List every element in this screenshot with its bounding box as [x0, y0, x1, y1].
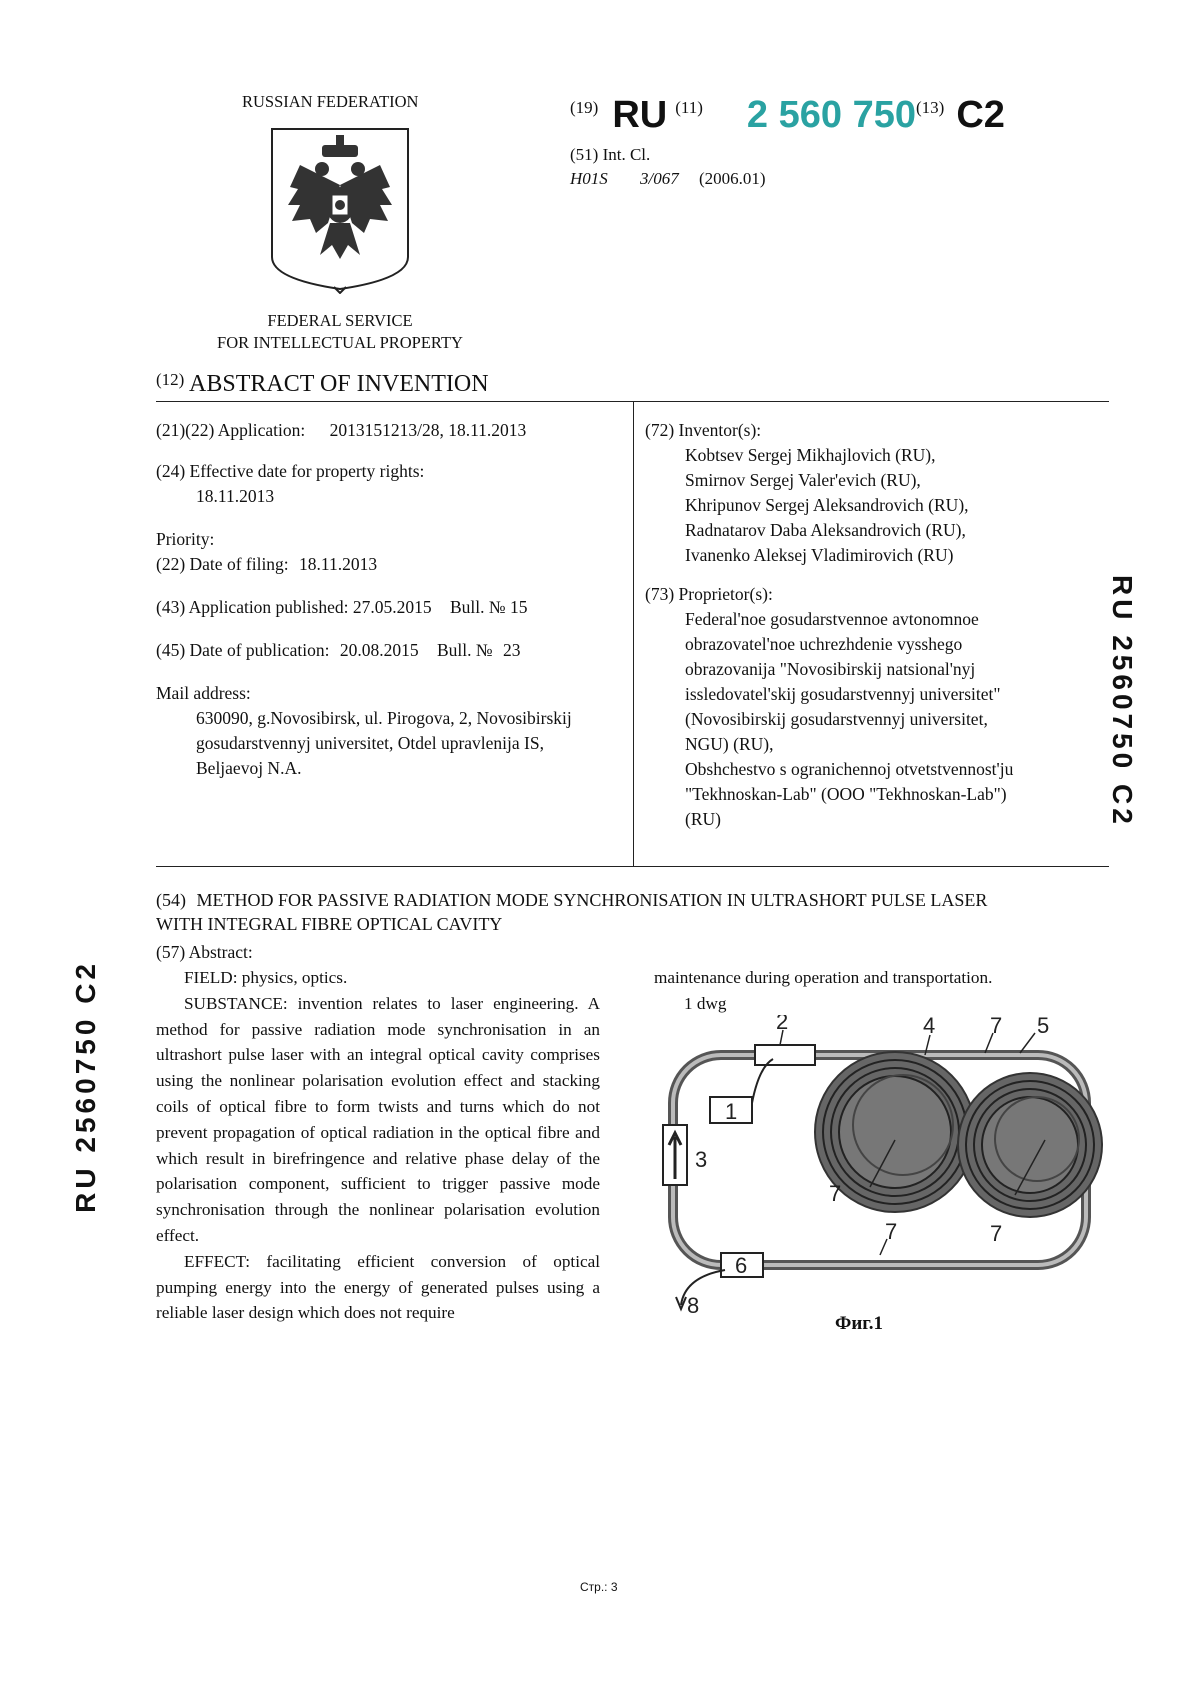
side-code-left: RU 2560750 C2: [70, 960, 101, 1213]
left-bibliographic: [156, 418, 626, 781]
proprietor-line: issledovatel'skij gosudarstvennyj universitet": [685, 684, 1001, 704]
label-3: 3: [695, 1147, 708, 1172]
ipc-version: (2006.01): [699, 169, 766, 188]
application-label: (21)(22) Application:: [156, 420, 306, 440]
effective-label: (24) Effective date for property rights:: [156, 461, 425, 481]
patent-number: 2 560 750: [746, 94, 916, 136]
proprietors-label: (73) Proprietor(s):: [645, 584, 773, 604]
rule-bottom: [156, 866, 1109, 867]
label-6: 6: [735, 1253, 748, 1278]
inventor-name: Kobtsev Sergej Mikhajlovich (RU),: [685, 445, 936, 465]
published-value: 27.05.2015: [352, 597, 432, 617]
inventor-name: Khripunov Sergej Aleksandrovich (RU),: [685, 495, 969, 515]
proprietor-line: (Novosibirskij gosudarstvennyj universitet,: [685, 709, 988, 729]
filing-label: (22) Date of filing:: [156, 554, 289, 574]
agency-name: [195, 310, 485, 354]
mail-line: Beljaevoj N.A.: [196, 758, 302, 778]
element-2-box: [755, 1045, 815, 1065]
right-bibliographic: [645, 418, 1105, 832]
ipc-group: 3/067: [640, 169, 679, 188]
label-7: 7: [885, 1219, 898, 1244]
publication-value: 20.08.2015: [339, 640, 419, 660]
country-name: RUSSIAN FEDERATION: [242, 92, 419, 111]
inventor-name: Smirnov Sergej Valer'evich (RU),: [685, 470, 921, 490]
effective-value: 18.11.2013: [196, 486, 275, 506]
publication-bull-label: Bull. №: [437, 640, 493, 660]
label-4: 4: [923, 1015, 936, 1038]
patent-number-line: [570, 94, 1005, 137]
proprietor-line: "Tekhnoskan-Lab" (OOO "Tekhnoskan-Lab"): [685, 784, 1007, 804]
label-1: 1: [725, 1099, 738, 1124]
inventors-label: (72) Inventor(s):: [645, 420, 762, 440]
published-label: (43) Application published:: [156, 597, 349, 617]
proprietor-line: Federal'noe gosudarstvennoe avtonomnoe: [685, 609, 979, 629]
country-code: RU: [612, 94, 668, 136]
abstract-substance: SUBSTANCE: invention relates to laser engineering. A method for passive radiation mode synchronisation in an ultrashort pulse laser with an integral optical cavity comprises using the nonlinear polarisation evolution effect and stacking coils of optical fibre to form twists and turns which do not prevent propagation of optical radiation in the optical fibre and which result in birefringence and relative phase delay of the polarisation component, sufficient to trigger passive mode synchronisation through the nonlinear polarisation evolution effect.: [156, 993, 600, 1245]
code-11: (11): [675, 98, 703, 117]
application-field: [156, 418, 626, 443]
code-13: (13): [915, 98, 945, 117]
label-5: 5: [1037, 1015, 1050, 1038]
inventor-name: Radnatarov Daba Aleksandrovich (RU),: [685, 520, 966, 540]
proprietor-line: Obshchestvo s ogranichennoj otvetstvennost'ju: [685, 759, 1014, 779]
priority-label: Priority:: [156, 529, 215, 549]
emblem-icon: [270, 127, 410, 294]
figure-1: [655, 1015, 1105, 1320]
page-number: Стр.: 3: [580, 1580, 618, 1594]
label-7: 7: [990, 1221, 1003, 1246]
document-type: [156, 370, 489, 398]
publication-label: (45) Date of publication:: [156, 640, 330, 660]
label-2: 2: [776, 1015, 789, 1034]
publication-bull-value: 23: [502, 640, 521, 660]
abstract-effect-continued: maintenance during operation and transportation.: [654, 968, 993, 987]
proprietor-line: NGU) (RU),: [685, 734, 774, 754]
drawing-count: 1 dwg: [684, 993, 727, 1013]
abstract-effect: EFFECT: facilitating efficient conversion of optical pumping energy into the energy of generated pulses using a reliable laser design which does not require: [156, 1251, 600, 1323]
column-divider: [633, 402, 634, 866]
published-field: [156, 595, 626, 620]
proprietor-line: (RU): [685, 809, 721, 829]
publication-field: [156, 638, 626, 663]
inventor-name: Ivanenko Aleksej Vladimirovich (RU): [685, 545, 954, 565]
invention-title: [156, 888, 1106, 936]
fiber-coil-5: [958, 1073, 1102, 1217]
mail-line: gosudarstvennyj universitet, Otdel upravlenija IS,: [196, 733, 544, 753]
ipc-class: H01S: [570, 169, 608, 188]
proprietor-line: obrazovanija "Novosibirskij natsional'nyj: [685, 659, 976, 679]
title-line-2: WITH INTEGRAL FIBRE OPTICAL CAVITY: [156, 914, 503, 934]
label-7: 7: [990, 1015, 1003, 1038]
mail-label: Mail address:: [156, 683, 251, 703]
label-7: 7: [829, 1181, 842, 1206]
published-bull-value: 15: [509, 597, 528, 617]
document-type-title: ABSTRACT OF INVENTION: [189, 371, 489, 397]
agency-line-1: FEDERAL SERVICE: [267, 311, 413, 330]
int-class-label: (51) Int. Cl.: [570, 145, 651, 164]
kind-code: C2: [956, 94, 1005, 136]
filing-field: [156, 552, 626, 577]
code-12: (12): [156, 370, 185, 389]
abstract-field: FIELD: physics, optics.: [184, 968, 348, 987]
published-bull-label: Bull. №: [449, 597, 506, 617]
mail-line: 630090, g.Novosibirsk, ul. Pirogova, 2, Novosibirskij: [196, 708, 572, 728]
filing-value: 18.11.2013: [299, 554, 378, 574]
label-8: 8: [687, 1293, 700, 1318]
agency-line-2: FOR INTELLECTUAL PROPERTY: [217, 333, 463, 352]
proprietor-line: obrazovatel'noe uchrezhdenie vysshego: [685, 634, 963, 654]
abstract-right-column: [654, 965, 1104, 1017]
title-line-1: METHOD FOR PASSIVE RADIATION MODE SYNCHRONISATION IN ULTRASHORT PULSE LASER: [196, 890, 988, 910]
abstract-label: (57) Abstract:: [156, 942, 253, 962]
figure-caption: Фиг.1: [835, 1313, 884, 1334]
code-54: (54): [156, 890, 186, 910]
application-value: 2013151213/28, 18.11.2013: [329, 420, 527, 440]
int-class-block: [570, 143, 766, 191]
abstract-left-column: [156, 965, 600, 1326]
side-code-right: RU 2560750 C2: [1107, 575, 1138, 828]
code-19: (19): [570, 98, 599, 117]
